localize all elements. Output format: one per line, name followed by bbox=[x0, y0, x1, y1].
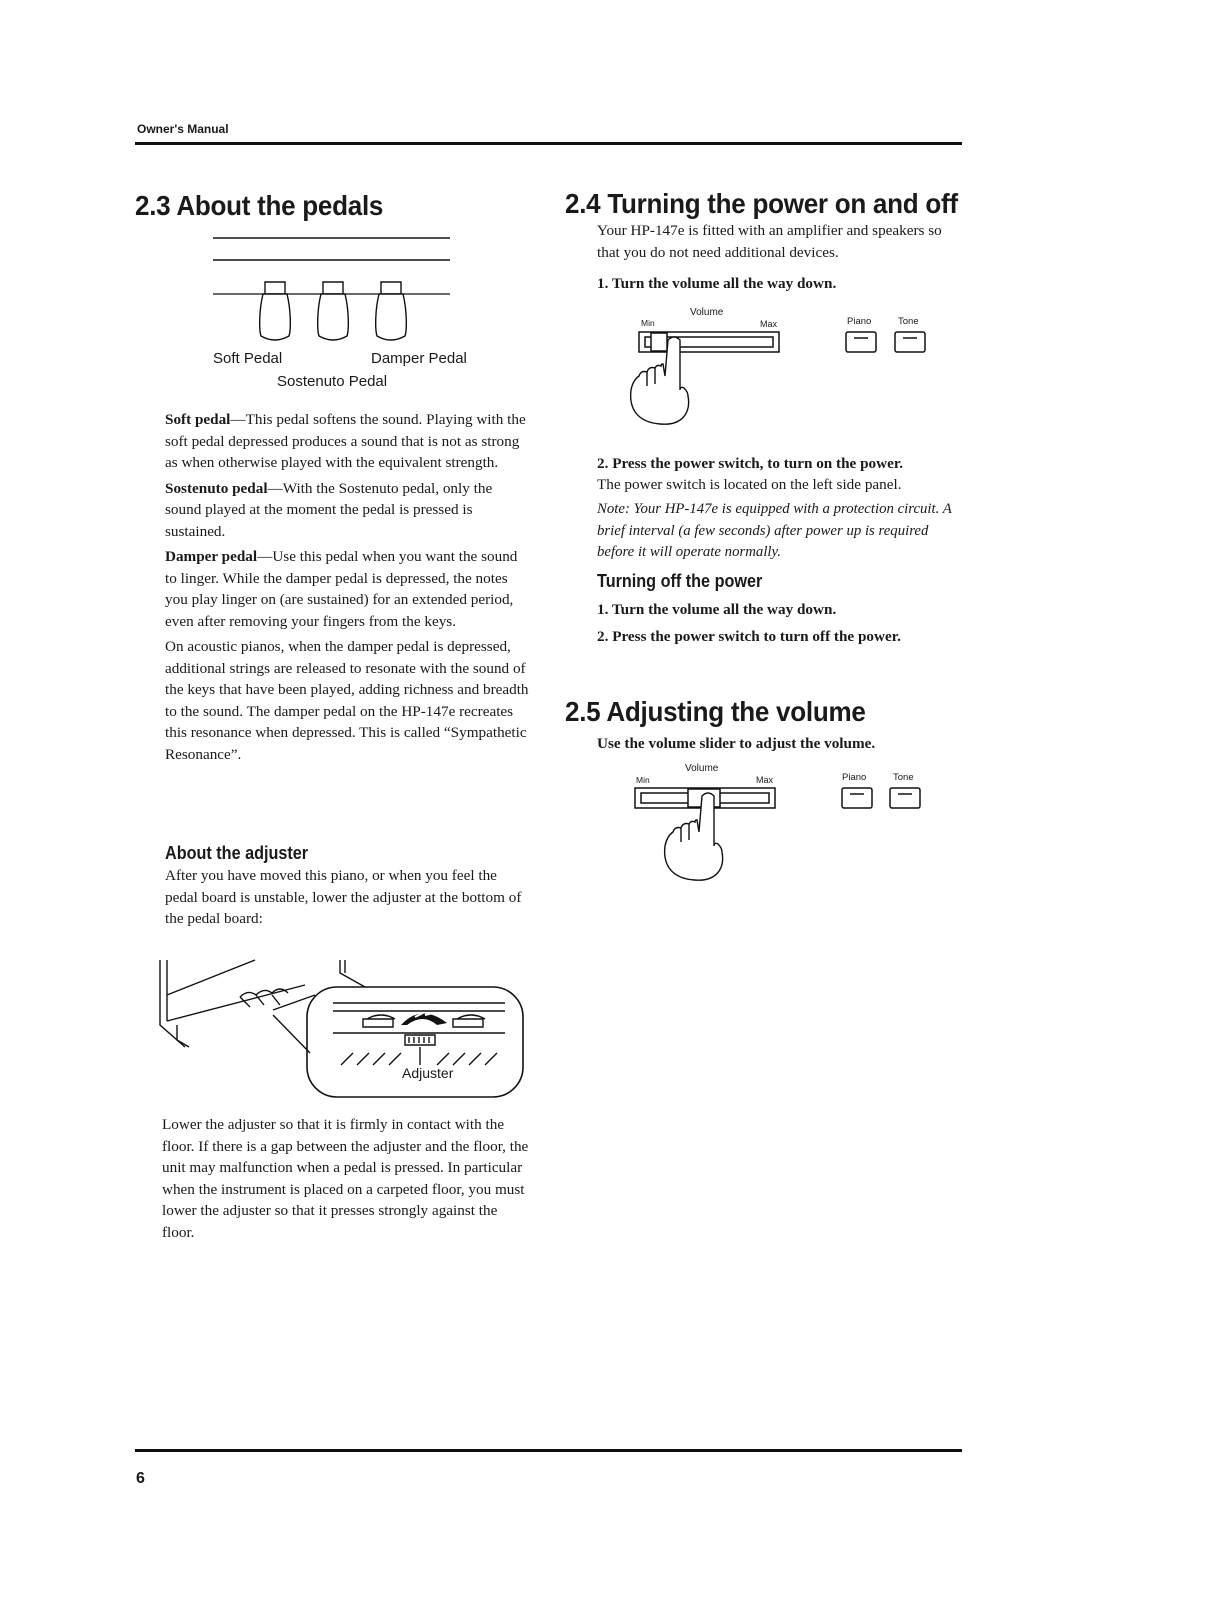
pedals-figure bbox=[205, 230, 465, 345]
volume-instruction: Use the volume slider to adjust the volume. bbox=[597, 735, 876, 752]
power-intro-paragraph: Your HP-147e is fitted with an amplifier and speakers so that you do not need additional devices. bbox=[597, 222, 942, 261]
tone-label-2: Tone bbox=[893, 772, 914, 783]
volume-panel-figure-1 bbox=[625, 320, 935, 430]
page-number: 6 bbox=[136, 1470, 145, 1487]
sostenuto-pedal-paragraph: Sostenuto pedal—With the Sostenuto pedal, only the sound played at the moment the pedal is pressed is sustained. bbox=[165, 479, 493, 540]
power-on-step-2: 2. Press the power switch, to turn on the power. bbox=[597, 455, 903, 472]
section-heading-power: 2.4 Turning the power on and off bbox=[565, 188, 958, 219]
min-label-1: Min bbox=[641, 318, 655, 328]
power-switch-location: The power switch is located on the left side panel. bbox=[597, 476, 902, 493]
adjuster-heading: About the adjuster bbox=[165, 843, 309, 863]
running-header: Owner's Manual bbox=[137, 122, 229, 136]
header-rule bbox=[135, 142, 962, 145]
volume-label-2: Volume bbox=[685, 763, 719, 774]
piano-button-2 bbox=[842, 788, 872, 808]
piano-label-2: Piano bbox=[842, 772, 867, 783]
protection-circuit-note: Note: Your HP-147e is equipped with a protection circuit. A brief interval (a few seconds) after power up is required before it will operate normally. bbox=[597, 501, 952, 560]
damper-pedal-paragraph: Damper pedal—Use this pedal when you want the sound to linger. While the damper pedal is depressed, the notes you play linger on (are sustained) for an extended period, even after removing your fingers from the keys. bbox=[165, 548, 518, 630]
volume-slider-knob-min bbox=[651, 333, 667, 351]
power-off-step-1: 1. Turn the volume all the way down. bbox=[597, 601, 837, 618]
adjuster-paragraph: After you have moved this piano, or when you feel the pedal board is unstable, lower the adjuster at the bottom of the pedal board: bbox=[165, 867, 522, 927]
power-off-step-2: 2. Press the power switch to turn off the power. bbox=[597, 628, 901, 645]
min-label-2: Min bbox=[636, 775, 650, 785]
footer-rule bbox=[135, 1449, 962, 1452]
damper-pedal-label: Damper Pedal bbox=[371, 350, 467, 367]
volume-panel-figure-2 bbox=[620, 776, 930, 886]
tone-button-2 bbox=[890, 788, 920, 808]
soft-pedal-label: Soft Pedal bbox=[213, 350, 283, 367]
acoustic-piano-paragraph: On acoustic pianos, when the damper pedal is depressed, additional strings are released to resonate with the sound of the keys that have been played, adding richness and breadth to the sound. The damper pedal on the HP-147e recreates this resonance when depressed. This is called “Sympathetic Resonance”. bbox=[165, 638, 529, 763]
section-heading-pedals: 2.3 About the pedals bbox=[135, 190, 384, 221]
sostenuto-pedal-label: Sostenuto Pedal bbox=[277, 373, 388, 390]
soft-pedal-paragraph: Soft pedal—This pedal softens the sound. Playing with the soft pedal depressed produces a sound that is not as strong as when otherwise played with the equivalent strength. bbox=[165, 411, 526, 471]
section-heading-volume: 2.5 Adjusting the volume bbox=[565, 696, 866, 727]
sostenuto-pedal-shape bbox=[318, 282, 349, 340]
adjuster-label: Adjuster bbox=[402, 1065, 454, 1081]
lower-adjuster-paragraph: Lower the adjuster so that it is firmly in contact with the floor. If there is a gap between the adjuster and the floor, the unit may malfunction when a pedal is pressed. In particular when the instrument is placed on a carpeted floor, you must lower the adjuster so that it presses strongly against the floor. bbox=[162, 1116, 529, 1241]
piano-label-1: Piano bbox=[847, 316, 872, 327]
damper-pedal-shape bbox=[376, 282, 407, 340]
volume-label-1: Volume bbox=[690, 307, 724, 318]
tone-label-1: Tone bbox=[898, 316, 919, 327]
soft-pedal-shape bbox=[260, 282, 291, 340]
max-label-2: Max bbox=[756, 775, 774, 785]
tone-button bbox=[895, 332, 925, 352]
power-on-step-1: 1. Turn the volume all the way down. bbox=[597, 275, 837, 292]
adjuster-figure bbox=[155, 955, 530, 1105]
turning-off-heading: Turning off the power bbox=[597, 571, 763, 591]
max-label-1: Max bbox=[760, 319, 778, 329]
adjuster-knob-shape bbox=[401, 1013, 447, 1025]
piano-button bbox=[846, 332, 876, 352]
